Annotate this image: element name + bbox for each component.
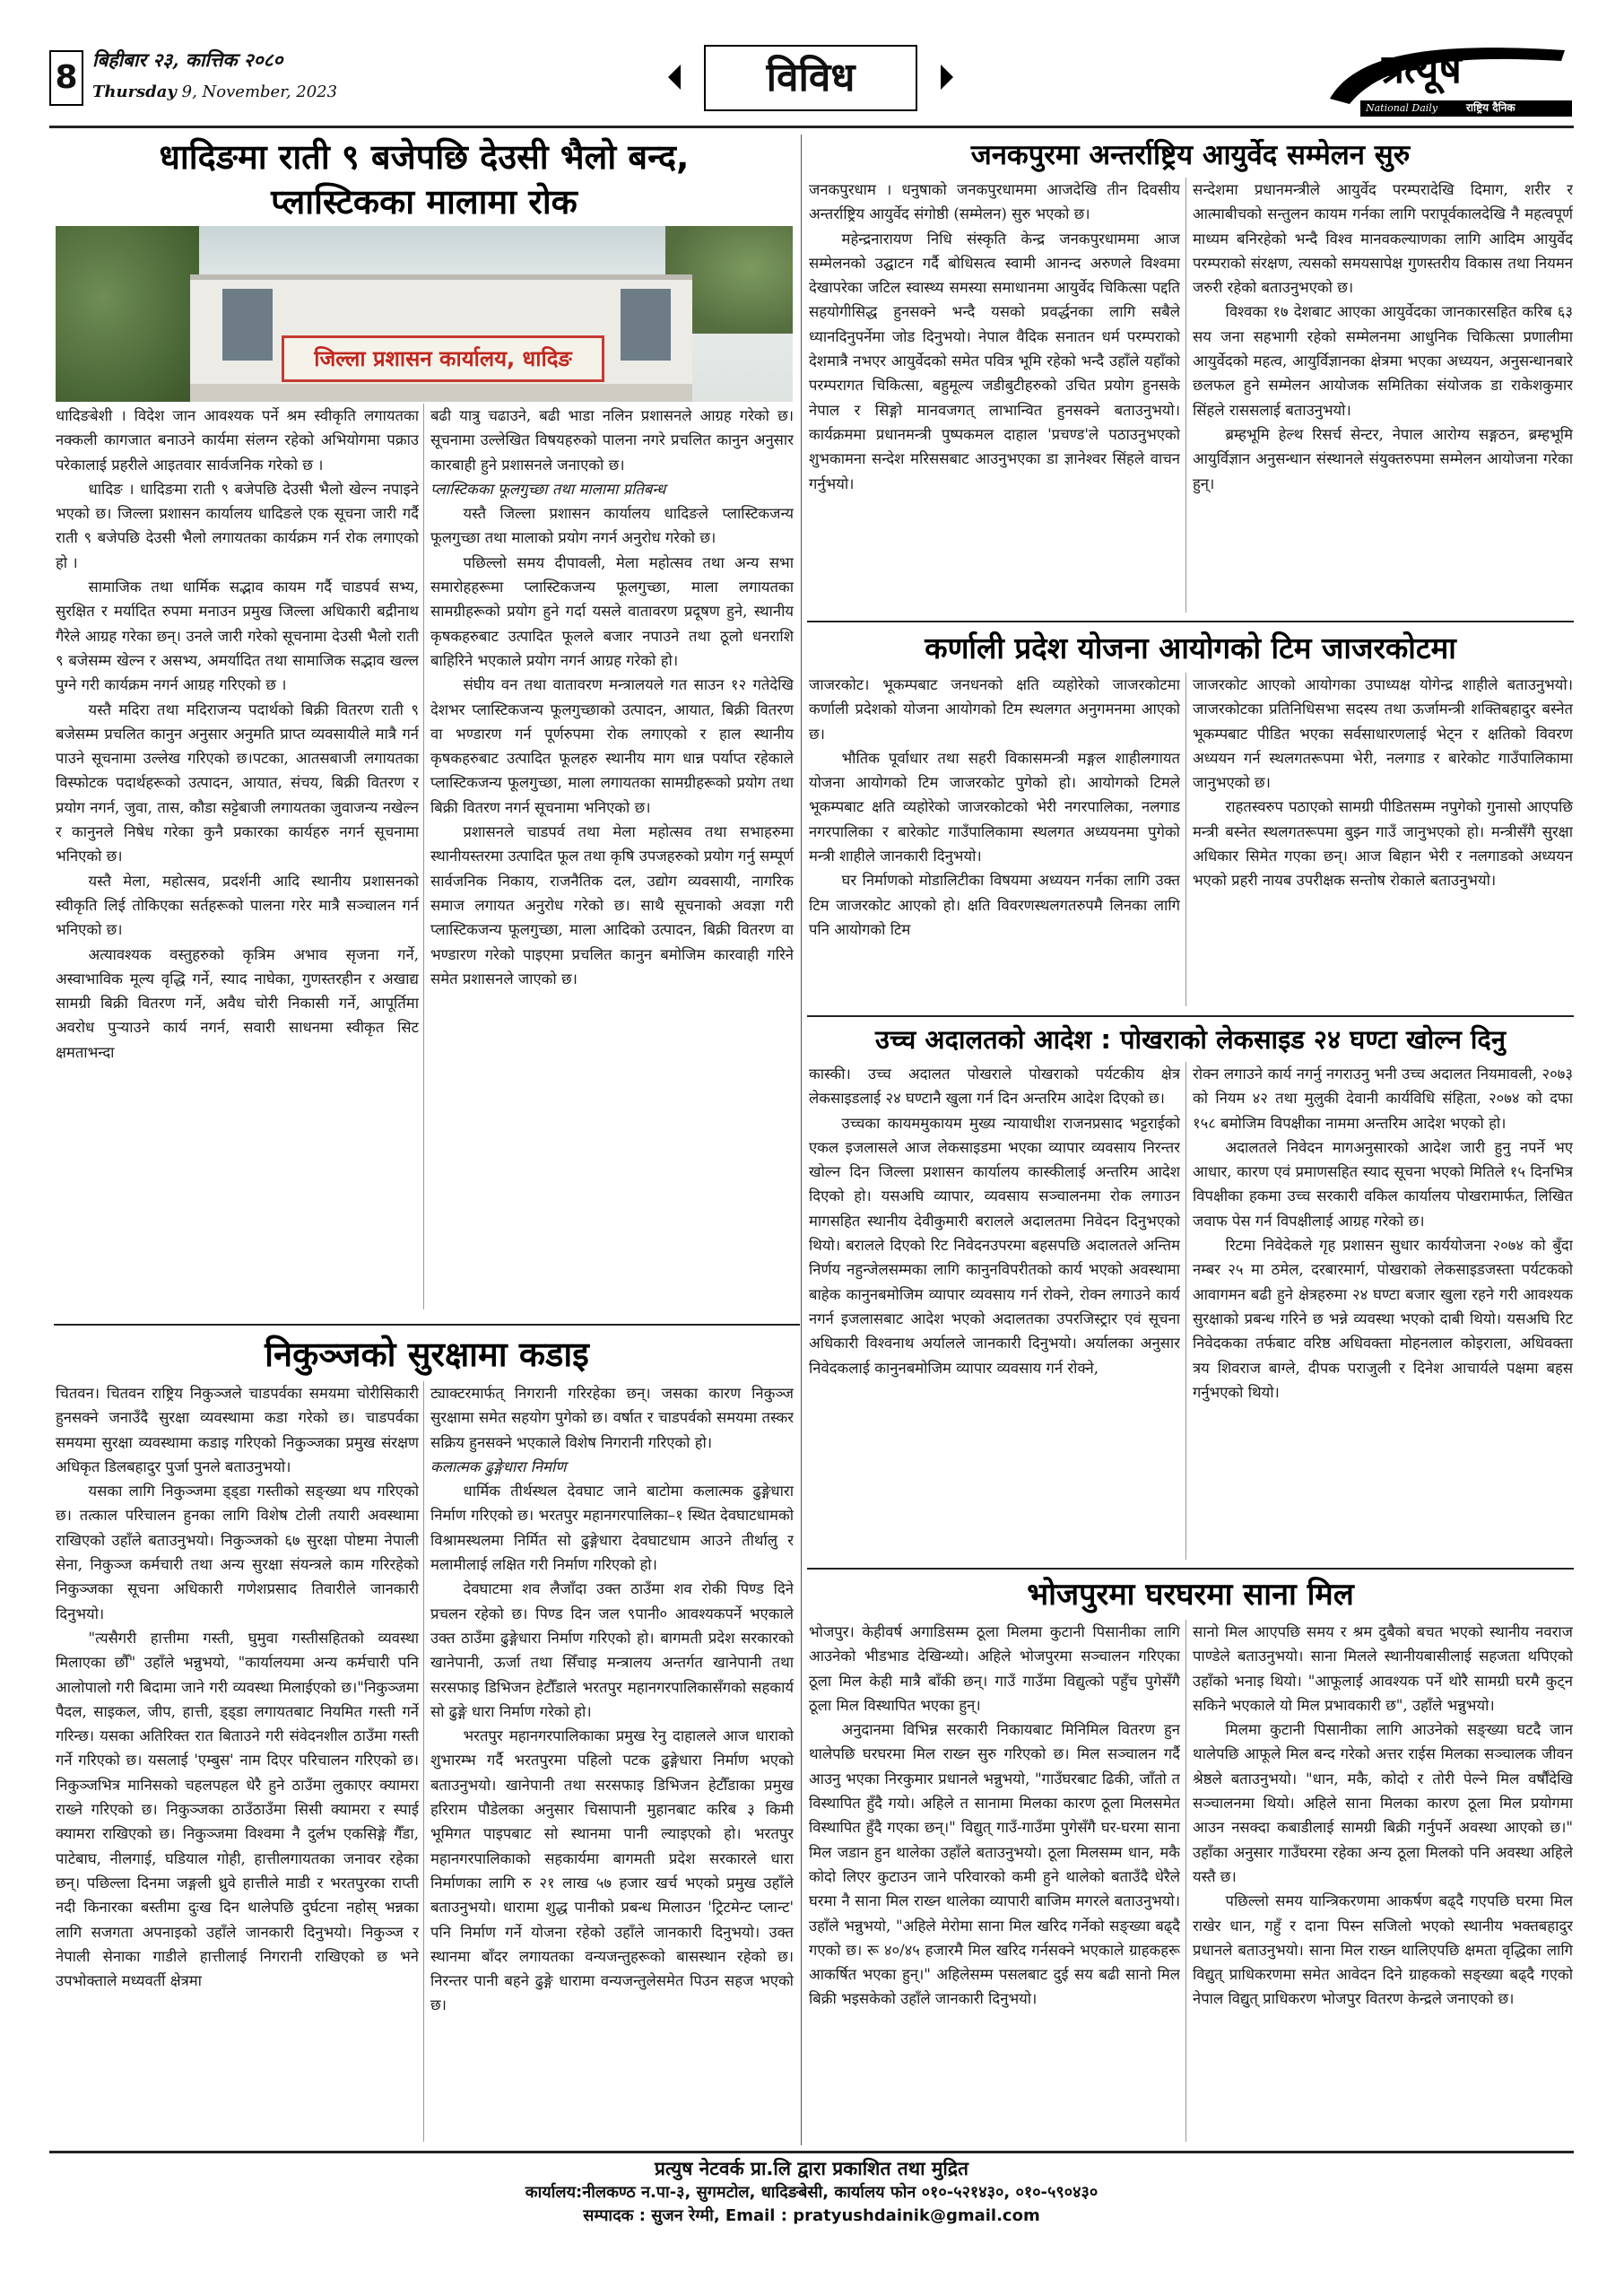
article-paragraph: जाजरकोट। भूकम्पबाट जनधनको क्षति व्यहोरेको जाजरकोटमा कर्णाली प्रदेशको योजना आयोगको टिम स्थलगत अनुगमनमा आएको छ।: [809, 676, 1180, 743]
photo-office-sign-text: जिल्ला प्रशासन कार्यालय, धादिङ: [314, 346, 572, 371]
section-title: विविध: [704, 45, 917, 111]
dhading-headline-line2: प्लास्टिकका मालामा रोक: [271, 182, 578, 222]
article-paragraph: कास्की। उच्च अदालत पोखराले पोखराको पर्यटकीय क्षेत्र लेकसाइडलाई २४ घण्टानै खुला गर्न दिन अन्तरिम आदेश दिएको छ।: [809, 1065, 1180, 1108]
pokhara-column-1: [809, 1062, 1180, 1564]
article-paragraph: भरतपुर महानगरपालिकाका प्रमुख रेनु दाहालले आज धाराको शुभारम्भ गर्दै भरतपुरमा पहिलो पटक ढुङ्गेधारा निर्माण भएको बताउनुभयो। खानेपानी तथा सरसफाइ डिभिजन हेटौँडाका प्रमुख हरिराम पौडेलका अनुसार चिसापानी मुहानबाट करिब ३ किमी भूमिगत पाइपबाट सो स्थानमा पानी ल्याइएको हो। भरतपुर महानगरपालिकाको सहकार्यमा बागमती प्रदेश सरकारले धारा निर्माणका लागि रु २१ लाख ५७ हजार खर्च भएको प्रमुख उहाँले बताउनुभयो। धारामा शुद्ध पानीको प्रबन्ध मिलाउन 'ट्रिटमेन्ट प्लान्ट' पनि निर्माण गर्ने योजना रहेको उहाँले जानकारी दिनुभयो। उक्त स्थानमा बाँदर लगायतका वन्यजन्तुहरूको बासस्थान रहेको छ। निरन्तर पानी बहने ढुङ्गे धारामा वन्यजन्तुलेसमेत पिउन सहज भएको छ।: [430, 1727, 794, 2014]
article-paragraph: पछिल्लो समय दीपावली, मेला महोत्सव तथा अन्य सभा समारोहहरूमा प्लास्टिकजन्य फूलगुच्छा, माला लगायतका सामग्रीहरूको प्रयोग हुने गर्दा यसले वातावरण प्रदूषण हुने, स्थानीय कृषकहरुबाट उत्पादित फूलले बजार नपाउने तथा ठूलो धनराशि बाहिरिने भएकाले प्रयोग नगर्न आग्रह गरेको हो।: [430, 553, 794, 669]
article-paragraph: सामाजिक तथा धार्मिक सद्भाव कायम गर्दै चाडपर्व सभ्य, सुरक्षित र मर्यादित रुपमा मनाउन प्रमुख जिल्ला अधिकारी बद्रीनाथ गैरेले आग्रह गरेका छन्। उनले जारी गरेको सूचनामा देउसी भैलो राती ९ बजेसम्म खेल्न र असभ्य, अमर्यादित तथा सामाजिक सद्भाव खल्ल पुग्ने गरी कार्यक्रम नगर्न आग्रह गरिएको छ ।: [56, 578, 419, 694]
column-divider: [1185, 178, 1186, 613]
pokhara-column-2: [1193, 1062, 1573, 1564]
article-paragraph: यस्तै जिल्ला प्रशासन कार्यालय धादिङले प्लास्टिकजन्य फूलगुच्छा तथा मालाको प्रयोग नगर्न अनुरोध गरेको छ।: [430, 505, 794, 547]
footer-office-address: कार्यालय:नीलकण्ठ न.पा-३, सुगमटोल, धादिङबेसी, कार्यालय फोन ०१०-५२१४३०, ०१०-५९०४३०: [525, 2183, 1099, 2202]
article-paragraph: अत्यावश्यक वस्तुहरुको कृत्रिम अभाव सृजना गर्ने, अस्वाभाविक मूल्य वृद्धि गर्ने, स्याद नाघेका, गुणस्तरहीन र अखाद्य सामग्री बिक्री वितरण गर्ने, अवैध चोरी निकासी गर्ने, आपूर्तिमा अवरोध पुऱ्याउने कार्य नगर्न, सवारी साधनमा स्वीकृत सिट क्षमताभन्दा: [56, 945, 419, 1061]
photo-window: [621, 289, 671, 361]
masthead: [49, 38, 1574, 120]
logo-sub-nepali: राष्ट्रिय दैनिक: [1466, 101, 1515, 114]
section-right-arrow-icon: [941, 65, 953, 90]
article-paragraph: महेन्द्रनारायण निधि संस्कृति केन्द्र जनकपुरधाममा आज सम्मेलनको उद्घाटन गर्दै बोधिसत्व स्वामी आनन्द अरुणले विश्वमा देखापरेका जटिल स्वास्थ्य समस्या समाधानमा आयुर्वेद चिकित्सा पद्दति सहयोगीसिद्ध हुनसक्ने भन्दै यसको प्रवर्द्धनका लागि सबैले ध्यानदिनुपर्नेमा जोड दिनुभयो। नेपाल वैदिक सनातन धर्म परम्पराको देशमात्रै नभएर आयुर्वेदको समेत पवित्र भूमि रहेको भन्दै उहाँले यहाँको परम्परागत चिकित्सा, बहुमूल्य जडीबुटीहरुको उचित प्रयोग हुनसके नेपाल र सिङ्गो मानवजगत् लाभान्वित हुनसक्ने बताउनुभयो। कार्यक्रममा प्रधानमन्त्री पुष्पकमल दाहाल 'प्रचण्ड'ले पठाउनुभएको शुभकामना सन्देश मरिससबाट आउनुभएका डा ज्ञानेश्वर सिंहले वाचन गर्नुभयो।: [809, 230, 1180, 492]
bhojpur-column-2: [1193, 1620, 1573, 2145]
column-divider: [423, 1381, 424, 2142]
page-column-divider: [801, 1327, 802, 2145]
dhading-column-1: [56, 404, 419, 1320]
article-paragraph: सानो मिल आएपछि समय र श्रम दुबैको बचत भएको स्थानीय नवराज पाण्डेले बताउनुभयो। साना मिलले स्थानीयबासीलाई सहजता थपिएको उहाँको भनाइ थियो। "आफूलाई आवश्यक पर्ने थोरै सामग्री घरमै कुट्न सकिने भएकाले यो मिल प्रभावकारी छ", उहाँले भन्नुभयो।: [1193, 1623, 1573, 1714]
article-separator: [807, 1015, 1574, 1017]
page-number: 8: [49, 50, 83, 106]
dhading-photo: [56, 226, 793, 402]
photo-steps: [190, 384, 692, 402]
article-paragraph: रिटमा निवेदेकले गृह प्रशासन सुधार कार्ययोजना २०७४ को बुँदा नम्बर २५ मा ठमेल, दरबारमार्ग, पोखराको लेकसाइडजस्ता पर्यटकको आवागमन बढी हुने क्षेत्रहरुमा २४ घण्टा बजार खुला रहने गरी आवश्यक सुरक्षाको प्रबन्ध गरिने छ भन्ने व्यवस्था भएको दाबी थियो। यसअघि रिट निवेदकका तर्फबाट वरिष्ठ अधिवक्ता मोहनलाल कोइराला, अधिवक्ता त्रय शिवराज बाग्ले, दीपक पराजुली र दिनेश आचार्यले पक्षमा बहस गर्नुभएको थियो।: [1193, 1237, 1573, 1401]
article-paragraph: देवघाटमा शव लैजाँदा उक्त ठाउँमा शव रोकी पिण्ड दिने प्रचलन रहेको छ। पिण्ड दिन जल ९पानी० आवश्यकपर्ने भएकाले उक्त ठाउँमा ढुङ्गेधारा निर्माण गरिएको हो। बागमती प्रदेश सरकारको खानेपानी, ऊर्जा तथा सिँचाइ मन्त्रालय अन्तर्गत खानेपानी तथा सरसफाइ डिभिजन हेटौँडाले भरतपुर महानगरपालिकासँगको सहकार्य सो ढुङ्गे धारा निर्माण गरेको हो।: [430, 1580, 794, 1720]
janakpur-column-1: [809, 178, 1180, 617]
pokhara-headline: उच्च अदालतको आदेश : पोखराको लेकसाइड २४ घण्टा खोल्न दिनु: [875, 1024, 1506, 1055]
photo-office-signboard: [282, 335, 604, 382]
footer-editor: [49, 2205, 1574, 2228]
karnali-column-2: [1193, 673, 1573, 1012]
article-paragraph: घर निर्माणको मोडालिटीका विषयमा अध्ययन गर्नका लागि उक्त टिम जाजरकोट आएको हो। क्षति विवरणस्थलगतरुपमै लिनका लागि पनि आयोगको टिम: [809, 872, 1180, 938]
article-separator: [807, 621, 1574, 622]
article-subheading: कलात्मक ढुङ्गेधारा निर्माण: [430, 1457, 567, 1475]
dhading-column-2: [430, 404, 794, 1320]
masthead-rule: [49, 126, 1574, 128]
article-paragraph: भोजपुर। केहीवर्ष अगाडिसम्म ठूला मिलमा कुटानी पिसानीका लागि आउनेको भीडभाड देखिन्थ्यो। अहिले भोजपुरमा सञ्चालन गरिएका ठूला मिल केही मात्रै बाँकी छन्। गाउँ गाउँमा विद्युत्को पहुँच पुगेसँगै ठूला मिल विस्थापित भएका हुन्।: [809, 1623, 1180, 1714]
nikunja-headline: निकुञ्जको सुरक्षामा कडाइ: [265, 1335, 589, 1374]
date-english-day: Thursday: [92, 83, 177, 101]
bhojpur-column-1: [809, 1620, 1180, 2145]
article-paragraph: प्रशासनले चाडपर्व तथा मेला महोत्सव तथा सभाहरुमा स्थानीयस्तरमा उत्पादित फूल तथा कृषि उपजहरुको प्रयोग गर्नु सम्पूर्ण सार्वजनिक निकाय, राजनैतिक दल, उद्योग व्यवसायी, नागरिक समाज लगायत अनुरोध गरेको छ। साथै सूचनाको अवज्ञा गरी प्लास्टिकजन्य फूलगुच्छा, माला आदिको उत्पादन, बिक्री वितरण वा भण्डारण गरेको पाइएमा प्रचलित कानुन बमोजिम कारवाही गरिने समेत प्रशासनले जाएको छ।: [430, 823, 794, 987]
column-divider: [423, 404, 424, 1309]
article-paragraph: उच्चका कायममुकायम मुख्य न्यायाधीश राजनप्रसाद भट्टराईको एकल इजलासले आज लेकसाइडमा भएका व्यापार व्यवसाय निरन्तर खोल्न दिन जिल्ला प्रशासन कार्यालय कास्कीलाई अन्तरिम आदेश दिएको हो। यसअघि व्यापार, व्यवसाय सञ्चालनमा रोक लगाउन मागसहित स्थानीय देवीकुमारी बरालले अदालतमा निवेदन दिनुभएको थियो। बरालले दिएको रिट निवेदनउपरमा बहसपछि अदालतले अन्तिम निर्णय नहुन्जेलसम्मका लागि कानुनविपरीतको कार्य भएको अवस्थामा बाहेक कानुनबमोजिम व्यापार व्यवसाय गर्न रोक्ने, रोक्न लगाउने कार्य नगर्न इजलासबाट आदेश भएको अदालतका उपरजिस्ट्रार एवं सूचना अधिकारी विश्वनाथ अर्यालले जानकारी दिनुभयो। अर्यालका अनुसार निवेदकलाई कानुनबमोजिम व्यापार व्यवसाय गर्न रोक्ने,: [809, 1114, 1180, 1377]
article-paragraph: जाजरकोट आएको आयोगका उपाध्यक्ष योगेन्द्र शाहीले बताउनुभयो। जाजरकोटका प्रतिनिधिसभा सदस्य तथा ऊर्जामन्त्री शक्तिबहादुर बस्नेत भूकम्पबाट पीडित भएका सर्वसाधारणलाई भेट्न र क्षतिको विवरण अध्ययन गर्न स्थलगतरूपमा भेरी, नलगाड र बारेकोट गाउँपालिकामा जानुभएको छ।: [1193, 676, 1573, 792]
photo-window: [222, 289, 273, 361]
article-paragraph: रोक्न लगाउने कार्य नगर्नु नगराउनु भनी उच्च अदालत नियमावली, २०७३ को नियम ४२ तथा मुलुकी देवानी कार्यविधि संहिता, २०७४ को दफा १५८ बमोजिम विपक्षीका नाममा अन्तरिम आदेश भएको हो।: [1193, 1065, 1573, 1132]
footer-rule: [49, 2151, 1574, 2153]
article-paragraph: धार्मिक तीर्थस्थल देवघाट जाने बाटोमा कलात्मक ढुङ्गेधारा निर्माण गरिएको छ। भरतपुर महानगरपालिका–१ स्थित देवघाटधामको विश्रामस्थलमा निर्मित सो ढुङ्गेधारा देवघाटधाम आउने तीर्थालु र मलामीलाई लक्षित गरी निर्माण गरिएको हो।: [430, 1483, 794, 1574]
section-left-arrow-icon: [668, 65, 681, 90]
column-divider: [1185, 673, 1186, 1006]
article-paragraph: धादिङबेशी । विदेश जान आवश्यक पर्ने श्रम स्वीकृति लगायतका नक्कली कागजात बनाउने कार्यमा संलग्न रहेको अभियोगमा पक्राउ परेकालाई प्रहरीले आइतवार सार्वजनिक गरेको छ ।: [56, 407, 419, 474]
article-paragraph: अनुदानमा विभिन्न सरकारी निकायबाट मिनिमिल वितरण हुन थालेपछि घरघरमा मिल राख्न सुरु गरिएको छ। मिल सञ्चालन गर्दै आउनु भएका निरकुमार प्रधानले भन्नुभयो, "गाउँघरबाट ढिकी, जाँतो त विस्थापित हुँदै गयो। अहिले त सानामा मिलका कारण ठूला मिलसमेत विस्थापित हुँदै गएका छन्।" विद्युत् गाउँ-गाउँमा पुगेसँगै घर-घरमा साना मिल जडान हुन थालेका उहाँले बताउनुभयो। ठूला मिलसम्म धान, मकै कोदो लिएर कुटाउन जाने परिवारको कमी हुने थालेको बताउँदै धेरैले घरमा नै साना मिल राख्न थालेका व्यापारी बाजिम मगरले बताउनुभयो। उहाँले भन्नुभयो, "अहिले मेरोमा साना मिल खरिद गर्नेको सङ्ख्या बढ्दै गएको छ। रू ४०/४५ हजारमै मिल खरिद गर्नसक्ने भएकाले ग्राहकहरू आकर्षित भएका हुन्।" अहिलेसम्म पसलबाट दुई सय बढी सानो मिल बिक्री भइसकेको उहाँले जानकारी दिनुभयो।: [809, 1721, 1180, 2008]
article-subheading: प्लास्टिकका फूलगुच्छा तथा मालामा प्रतिबन्ध: [430, 480, 666, 498]
article-paragraph: अदालतले निवेदन मागअनुसारको आदेश जारी हुनु नपर्ने भए आधार, कारण एवं प्रमाणसहित स्याद सूचना भएको मितिले १५ दिनभित्र विपक्षीका हकमा उच्च सरकारी वकिल कार्यालय पोखरामार्फत, लिखित जवाफ पेस गर्न विपक्षीलाई आग्रह गरेको छ।: [1193, 1138, 1573, 1230]
footer-publisher: प्रत्युष नेटवर्क प्रा.लि द्वारा प्रकाशित तथा मुद्रित: [654, 2158, 968, 2179]
nikunja-column-1: [56, 1381, 419, 2145]
article-paragraph: ब्रम्हभूमि हेल्थ रिसर्च सेन्टर, नेपाल आरोग्य सङ्गठन, ब्रम्हभूमि आयुर्विज्ञान अनुसन्धान संस्थानले संयुक्तरुपमा सम्मेलन आयोजना गरेका हुन्।: [1193, 425, 1573, 492]
footer: [49, 2156, 1574, 2231]
karnali-headline: कर्णाली प्रदेश योजना आयोगको टिम जाजरकोटमा: [925, 631, 1456, 665]
article-paragraph: यसका लागि निकुञ्जमा ड्ड्डा गस्तीको सङ्ख्या थप गरिएको छ। तत्काल परिचालन हुनका लागि विशेष टोली तयारी अवस्थामा राखिएको उहाँले बताउनुभयो। निकुञ्जको ६७ सुरक्षा पोष्टमा नेपाली सेना, निकुञ्ज कर्मचारी तथा अन्य सुरक्षा संयन्त्रले काम गरिरहेको निकुञ्जका सूचना अधिकारी गणेशप्रसाद तिवारीले जानकारी दिनुभयो।: [56, 1483, 419, 1622]
janakpur-column-2: [1193, 178, 1573, 617]
footer-editor-label: सम्पादक : सुजन रेग्मी, Email :: [583, 2206, 794, 2225]
logo-sub-english: National Daily: [1366, 102, 1438, 114]
date-english-date: 9, November, 2023: [181, 83, 338, 101]
date-english: [92, 81, 337, 104]
janakpur-headline: जनकपुरमा अन्तर्राष्ट्रिय आयुर्वेद सम्मेलन सुरु: [970, 139, 1411, 171]
article-paragraph: यस्तै मेला, महोत्सव, प्रदर्शनी आदि स्थानीय प्रशासनको स्वीकृति लिई तोकिएका सर्तहरूको पालना गरेर मात्रै सञ्चालन गर्न भनिएको छ।: [56, 872, 419, 939]
newspaper-logo: [1323, 41, 1574, 118]
date-nepali: बिहीबार २३, कात्तिक २०८०: [92, 48, 283, 71]
article-paragraph: ट्याक्टरमार्फत् निगरानी गरिरहेका छन्। जसका कारण निकुञ्ज सुरक्षामा समेत सहयोग पुगेको छ। वर्षात र चाडपर्वको समयमा तस्कर सक्रिय हुनसक्ने भएकाले विशेष निगरानी गरिएको हो।: [430, 1385, 794, 1451]
article-paragraph: जनकपुरधाम । धनुषाको जनकपुरधाममा आजदेखि तीन दिवसीय अन्तर्राष्ट्रिय आयुर्वेद संगोष्ठी (सम्मेलन) सुरु भएको छ।: [809, 181, 1180, 223]
article-paragraph: राहतस्वरुप पठाएको सामग्री पीडितसम्म नपुगेको गुनासो आएपछि मन्त्री बस्नेत स्थलगतरूपमा बुझ्न गाउँ जानुभएको हो। मन्त्रीसँगै सुरक्षा अधिकार सिमेत गएका छन्। आज बिहान भेरी र नलगाडको अध्ययन भएको प्रहरी नायब उपरीक्षक सन्तोष रोकाले बताउनुभयो।: [1193, 798, 1573, 890]
article-paragraph: संघीय वन तथा वातावरण मन्त्रालयले गत साउन १२ गतेदेखि देशभर प्लास्टिकजन्य फूलगुच्छाको उत्पादन, आयात, बिक्री वितरण वा भण्डारण गर्न पूर्णरुपमा रोक लगाएको र हाल स्थानीय कृषकहरुबाट उत्पादित फूलहरु स्थानीय माग धान्न पर्याप्त रहेकाले प्लास्टिकजन्य फूलगुच्छा, माला लगायतका सामग्रीहरूको प्रयोग तथा बिक्री वितरण नगर्न सूचनामा भनिएको छ।: [430, 676, 794, 816]
article-paragraph: यस्तै मदिरा तथा मदिराजन्य पदार्थको बिक्री वितरण राती ९ बजेसम्म प्रचलित कानुन अनुसार अनुमति प्राप्त व्यवसायीले मात्रै गर्न पाउने सूचनामा उल्लेख गरिएको छ।पटका, आतसबाजी लगायतका विस्फोटक पदार्थहरूको उत्पादन, आयात, संचय, बिक्री वितरण र प्रयोग नगर्न, जुवा, तास, कौडा सट्टेबाजी लगायतका जुवाजन्य नखेल्न र कानुनले निषेध गरेका कुनै प्रकारका कार्यहरु नगर्न सूचनामा भनिएको छ।: [56, 700, 419, 865]
article-paragraph: भौतिक पूर्वाधार तथा सहरी विकासमन्त्री मङ्गल शाहीलगायत योजना आयोगको टिम जाजरकोट पुगेको हो। आयोगको टिमले भूकम्पबाट क्षति व्यहोरेको जाजरकोटको भेरी नगरपालिका, नलगाड नगरपालिका र बारेकोट गाउँपालिकामा स्थलगत अध्ययनमा पुगेको मन्त्री शाहीले जानकारी दिनुभयो।: [809, 749, 1180, 865]
photo-tree: [56, 226, 199, 402]
karnali-column-1: [809, 673, 1180, 1012]
article-separator: [807, 1568, 1574, 1570]
article-paragraph: विश्वका १७ देशबाट आएका आयुर्वेदका जानकारसहित करिब ६३ सय जना सहभागी रहेको सम्मेलनमा आधुनिक चिकित्सा प्रणालीमा आयुर्वेदको महत्व, आयुर्विज्ञानका क्षेत्रमा भएका अध्ययन, अनुसन्धानबारे छलफल हुने सम्मेलन आयोजक समितिका संयोजक डा राकेशकुमार सिंहले राससलाई बताउनुभयो।: [1193, 303, 1573, 419]
column-divider: [1185, 1062, 1186, 1560]
article-paragraph: सन्देशमा प्रधानमन्त्रीले आयुर्वेद परम्परादेखि दिमाग, शरीर र आत्माबीचको सन्तुलन कायम गर्नका लागि परापूर्वकालदेखि नै महत्वपूर्ण माध्यम बनिरहेको भन्दै विश्व मानवकल्याणका लागि आदिम आयुर्वेद परम्पराको संरक्षण, त्यसको समयसापेक्ष गुणस्तरीय विकास तथा नियमन जरुरी रहेको बताउनुभएको छ।: [1193, 181, 1573, 297]
bhojpur-headline: भोजपुरमा घरघरमा साना मिल: [1027, 1577, 1354, 1613]
article-separator: [54, 1324, 800, 1326]
article-paragraph: धादिङ । धादिङमा राती ९ बजेपछि देउसी भैलो खेल्न नपाइने भएको छ। जिल्ला प्रशासन कार्यालय धादिङले एक सूचना जारी गर्दै राती ९ बजेपछि देउसी भैलो लगायतका कार्यक्रम गर्न रोक लगाएको हो ।: [56, 480, 419, 571]
page-column-divider: [801, 135, 802, 1327]
column-divider: [1185, 1620, 1186, 2142]
article-paragraph: "त्यसैगरी हात्तीमा गस्ती, घुमुवा गस्तीसहितको व्यवस्था मिलाएका छौँ" उहाँले भन्नुभयो, "कार्यालयमा अन्य कर्मचारी पनि आलोपालो गरी बिदामा जाने गरी व्यवस्था मिलाईएको छ।"निकुञ्जमा पैदल, साइकल, जीप, हात्ती, ड्ड्डा लगायतबाट नियमित गस्ती गर्ने गरिन्छ। यसका अतिरिक्त रात बिताउने गरी संवेदनशील ठाउँमा गस्ती गर्ने गरिएको छ। यसलाई 'एम्बुस' नाम दिएर परिचालन गरिएको छ। निकुञ्जभित्र मानिसको चहलपहल धेरै हुने ठाउँमा लुकाएर क्यामरा राख्ने गरिएको छ। निकुञ्जका ठाउँठाउँमा सिसी क्यामरा र स्पाई क्यामरा राखिएको छ। निकुञ्जमा विश्वमा नै दुर्लभ एकसिङ्गे गैँडा, पाटेबाघ, नीलगाई, घडियाल गोही, हात्तीलगायतका जनावर रहेका छन्। पछिल्ला दिनमा जङ्गली ध्रुवे हात्तीले माडी र भरतपुरका राप्ती नदी किनारका बस्तीमा दुःख दिन थालेपछि दुर्घटना नहोस् भन्नका लागि सजगता अपनाइको उहाँले जानकारी दिनुभयो। निकुञ्ज र नेपाली सेनाका गाडीले हात्तीलाई निगरानी राखिएको छ भने उपभोक्ताले मध्यवर्ती क्षेत्रमा: [56, 1629, 419, 1990]
logo-wordmark: प्रत्यूष: [1382, 47, 1462, 92]
article-paragraph: चितवन। चितवन राष्ट्रिय निकुञ्जले चाडपर्वका समयमा चोरीसिकारी हुनसक्ने जनाउँदै सुरक्षा व्यवस्थामा कडा गरेको छ। चाडपर्वका समयमा सुरक्षा व्यवस्थामा कडाइ गरिएको निकुञ्जका प्रमुख संरक्षण अधिकृत डिलबहादुर पुर्जा पुनले बताउनुभयो।: [56, 1385, 419, 1475]
article-paragraph: मिलमा कुटानी पिसानीका लागि आउनेको सङ्ख्या घटदै जान थालेपछि आफूले मिल बन्द गरेको अत्तर राईस मिलका सञ्चालक जीवन श्रेष्ठले बताउनुभयो। "धान, मकै, कोदो र तोरी पेल्ने मिल वर्षौंदेखि सञ्चालनमा थियो। अहिले साना मिलका कारण ठूला मिल प्रयोगमा आउन नसक्दा कबाडीलाई सामग्री बिक्री गर्नुपर्ने अवस्था आएको छ।" उहाँका अनुसार गाउँघरमा रहेका अन्य ठूला मिलको पनि अवस्था अहिले यस्तै छ।: [1193, 1721, 1573, 1885]
article-paragraph: पछिल्लो समय यान्त्रिकरणमा आकर्षण बढ्दै गएपछि घरमा मिल राखेर धान, गहुँ र दाना पिस्न सजिलो भएको स्थानीय भक्तबहादुर प्रधानले बताउनुभयो। साना मिल राख्न थालिएपछि क्षमता वृद्धिका लागि विद्युत् प्राधिकरणमा समेत आवेदन दिने ग्राहकको सङ्ख्या बढ्दै गएको नेपाल विद्युत् प्राधिकरण भोजपुर वितरण केन्द्रले जनाएको छ।: [1193, 1892, 1573, 2008]
dhading-headline-line1: धादिङमा राती ९ बजेपछि देउसी भैलो बन्द,: [159, 137, 690, 177]
nikunja-column-2: [430, 1381, 794, 2145]
article-paragraph: बढी यात्रु चढाउने, बढी भाडा नलिन प्रशासनले आग्रह गरेको छ। सूचनामा उल्लेखित विषयहरुको पालना नगरे प्रचलित कानुन अनुसार कारबाही हुने प्रशासनले जनाएको छ।: [430, 407, 794, 474]
footer-email-link[interactable]: pratyushdainik@gmail.com: [793, 2206, 1040, 2225]
